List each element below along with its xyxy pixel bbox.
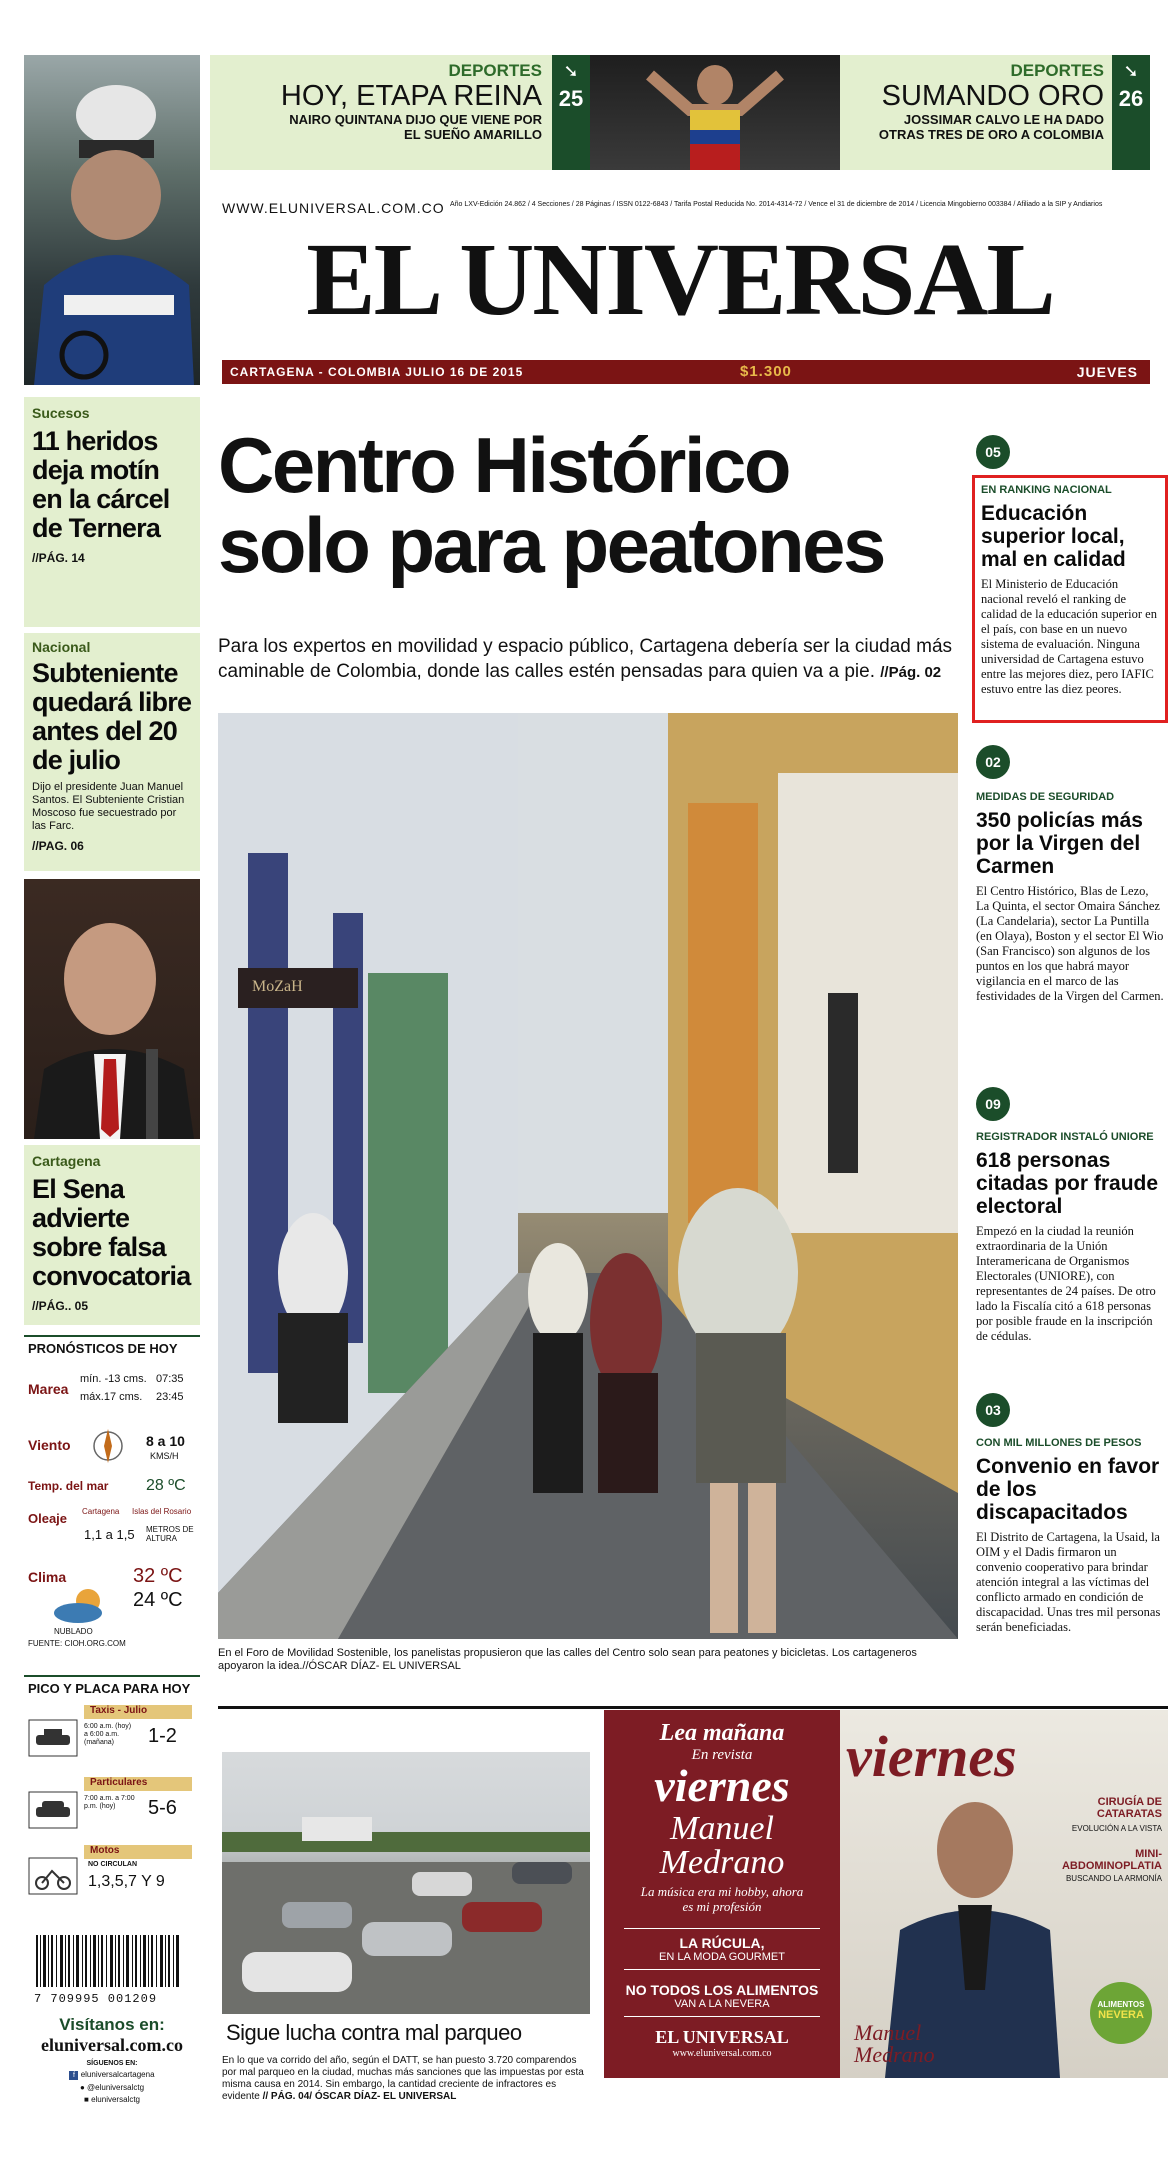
promo-left-title: HOY, ETAPA REINA [280,80,542,112]
highlight-box[interactable] [972,475,1168,723]
pico-placa-box [24,1675,200,1905]
page-ref: //PÁG.. 05 [32,1299,89,1313]
tide-min: mín. -13 cms. [80,1373,147,1385]
story-kicker: REGISTRADOR INSTALÓ UNIORE [976,1131,1154,1143]
magazine-cover [840,1710,1168,2078]
story-headline: Subteniente quedará libre antes del 20 de julio [32,658,192,775]
follow-label: SÍGUENOS EN: [86,2060,138,2067]
facebook-text: eluniversalcartagena [80,2070,155,2079]
story-number-badge: 05 [976,435,1010,469]
ad-person: Manuel Medrano [659,1810,785,1881]
wind-row [28,1421,196,1471]
cloudy-sun-icon [48,1585,112,1625]
climate-label: Clima [28,1569,67,1585]
climate-min: 24 ºC [133,1589,183,1611]
price: $1.300 [740,363,792,380]
pico-particulares [28,1777,196,1837]
viernes-ad[interactable] [604,1710,1168,2078]
right-story-2[interactable] [972,791,1168,1071]
section-label: Cartagena [32,1153,101,1169]
barcode-bars [34,1935,184,1987]
ad-item1: LA RÚCULA, [679,1935,765,1951]
arrow-down-right-icon: ➘ [1123,61,1139,81]
twitter-handle[interactable] [24,2083,200,2092]
story-headline: 618 personas citadas por fraude electoral [976,1149,1159,1218]
promo-banner [210,55,1150,170]
story-kicker: MEDIDAS DE SEGURIDAD [976,791,1115,803]
tide-max-time: 23:45 [156,1391,184,1403]
weekday: JUEVES [1076,364,1138,380]
ad-paper: EL UNIVERSAL [655,2027,789,2047]
story-headline: Educación superior local, mal en calidad [981,502,1126,571]
rail-story-cartagena[interactable] [24,1145,200,1325]
pico-title: PICO Y PLACA PARA HOY [28,1681,191,1696]
street-scene-illustration [218,713,958,1639]
story-number-badge: 09 [976,1087,1010,1121]
bottom-divider [218,1706,1168,1709]
climate-state: NUBLADO [54,1627,93,1636]
story-headline: El Sena advierte sobre falsa convocatoria [32,1174,191,1291]
ad-item2: NO TODOS LOS ALIMENTOS [625,1982,819,1998]
taxis-digits: 1-2 [148,1725,177,1747]
ad-url[interactable]: www.eluniversal.com.co [672,2048,772,2059]
cover-badge [1090,1982,1152,2044]
cover-title: viernes [846,1724,1017,1789]
particulares-digits: 5-6 [148,1797,177,1819]
promo-left[interactable] [210,55,550,170]
page-ref: //PAG. 06 [32,839,84,853]
president-photo [24,879,200,1139]
promo-right-section: DEPORTES [1010,61,1104,80]
right-story-3[interactable] [972,1131,1168,1401]
promo-right-subtitle: JOSSIMAR CALVO LE HA DADO OTRAS TRES DE ORO A COLOMBIA [878,112,1104,142]
parking-photo [222,1752,590,2014]
cover-t2: MINI-ABDOMINOPLATIA [1061,1848,1162,1872]
newspaper-name: EL UNIVERSAL [306,222,1054,337]
story-kicker: EN RANKING NACIONAL [981,484,1112,496]
arrow-down-right-icon: ➘ [563,61,579,81]
cover-badge1: ALIMENTOS [1097,2000,1145,2009]
taxis-time: 6:00 a.m. (hoy) a 6:00 a.m. (mañana) [84,1723,132,1746]
waves-unit: METROS DE ALTURA [146,1525,194,1543]
taxis-label: Taxis - Julio [84,1705,192,1719]
cyclist-illustration [24,55,200,385]
weather-source: FUENTE: CIOH.ORG.COM [28,1639,126,1648]
cover-name: Manuel Medrano [854,2020,935,2067]
motos-label: Motos [84,1845,192,1859]
story-headline: 350 policías más por la Virgen del Carmen [976,809,1143,878]
cyclist-photo [24,55,200,385]
twitter-icon: ● [79,2083,85,2092]
cover-t2b: BUSCANDO LA ARMONÍA [1065,1874,1162,1883]
car-icon [28,1791,78,1829]
promo-left-page-tab[interactable] [552,55,590,170]
instagram-icon: ■ [84,2095,89,2104]
ad-brand: viernes [654,1760,790,1811]
visit-site[interactable]: eluniversal.com.co [41,2035,183,2055]
barcode-number: 7 709995 001209 [34,1992,158,2006]
cover-badge2: NEVERA [1098,2009,1144,2021]
facebook-icon: f [69,2071,78,2080]
compass-icon [88,1421,128,1471]
tide-row [28,1371,196,1411]
portrait-illustration [24,879,200,1139]
story-body: El Distrito de Cartagena, la Usaid, la OIM y el Dadis firmaron un convenio cooperativo para brindar atención integral a las víctimas del conflicto armado en condición de discapacidad. Unas tres mil personas serán beneficiadas. [976,1530,1161,1634]
dateline-bar [222,360,1150,384]
story-number-badge: 03 [976,1393,1010,1427]
bottom-story-body [222,2055,590,2103]
promo-right-page: 26 [1118,86,1144,111]
bottom-story-headline[interactable]: Sigue lucha contra mal parqueo [226,2020,522,2045]
waves-label: Oleaje [28,1511,68,1526]
particulares-label: Particulares [84,1777,192,1791]
story-headline: 11 heridos deja motín en la cárcel de Ternera [32,426,170,543]
waves-row [28,1507,196,1555]
tide-label: Marea [28,1381,69,1397]
masthead-url[interactable]: WWW.ELUNIVERSAL.COM.CO [222,200,445,216]
motos-note: NO CIRCULAN [88,1861,137,1868]
rail-story-sucesos[interactable] [24,397,200,627]
waves-value: 1,1 a 1,5 [84,1527,135,1542]
athlete-photo [590,55,840,170]
waves-loc2: Islas del Rosario [132,1507,192,1516]
story-headline: Convenio en favor de los discapacitados [976,1455,1160,1524]
ad-lead: Lea mañana [659,1720,785,1746]
bottom-story-text: En lo que va corrido del año, según el DATT, se han puesto 3.720 comparendos por mal parqueo en la ciudad, muchas más sanciones que las impuestas por esta misma causa en 2014. Sin embargo, la cantidad creciente de infractores es evidente [222,2055,584,2102]
promo-right-page-tab[interactable] [1112,55,1150,170]
waves-loc1: Cartagena [82,1507,120,1516]
climate-max: 32 ºC [133,1565,183,1587]
dateline: CARTAGENA - COLOMBIA JULIO 16 DE 2015 [230,365,524,379]
promo-right[interactable] [842,55,1112,170]
wind-value: 8 a 10 [146,1433,185,1449]
cover-t1: CIRUGÍA DE CATARATAS [1096,1796,1162,1820]
story-kicker: CON MIL MILLONES DE PESOS [976,1437,1142,1449]
motorcycle-icon [28,1857,78,1895]
bottom-story-credit[interactable]: // PÁG. 04/ ÓSCAR DÍAZ- EL UNIVERSAL [262,2091,457,2102]
right-column [972,425,1168,1715]
weather-title: PRONÓSTICOS DE HOY [28,1341,178,1356]
pico-motos [28,1845,196,1901]
instagram-handle[interactable] [24,2095,200,2104]
promo-left-section: DEPORTES [448,61,542,80]
section-label: Nacional [32,639,91,655]
ad-lead2: En revista [691,1747,753,1763]
parking-lot-illustration [222,1752,590,2014]
main-headline[interactable]: Centro Histórico solo para peatones [218,421,884,589]
ad-left-panel [604,1710,840,2078]
instagram-text: eluniversalctg [91,2095,140,2104]
sea-temp-row [28,1477,196,1499]
promo-right-title: SUMANDO ORO [881,80,1104,112]
story-body: El Ministerio de Educación nacional reveló el ranking de calidad de la educación superior en el país, con base en un nuevo sistema de evaluación. Ninguna universidad de Cartagena estuvo entre las mejores diez, pero IAFIC estuvo entre las diez peores. [981,577,1157,696]
wind-label: Viento [28,1437,71,1453]
wind-unit: KMS/H [150,1451,179,1461]
climate-row [28,1565,196,1655]
left-rail [24,55,200,2110]
story-number-badge: 02 [976,745,1010,779]
visit-label: Visítanos en: [59,2015,165,2034]
right-story-4[interactable] [972,1437,1168,1715]
sea-temp-value: 28 ºC [146,1477,186,1494]
tide-max: máx.17 cms. [80,1391,143,1403]
main-deck-page[interactable]: //Pág. 02 [880,664,942,681]
barcode [34,1935,184,2005]
promo-left-page: 25 [558,86,584,111]
taxi-icon [28,1719,78,1757]
ad-quote: La música era mi hobby, ahora es mi profesión [640,1884,804,1914]
story-body: El Centro Histórico, Blas de Lezo, La Quinta, el sector Omaira Sánchez (La Candelaria), sector La Puntilla (en Olaya), Boston y el sector El Wio (San Francisco) son algunos de los puntos en los que habrá mayor vigilancia en el marco de las festividades de la Virgen del Carmen. [976,884,1164,1003]
tide-min-time: 07:35 [156,1373,184,1385]
cover-t1b: EVOLUCIÓN A LA VISTA [1071,1824,1162,1833]
sea-temp-label: Temp. del mar [28,1479,109,1493]
facebook-handle[interactable] [24,2070,200,2080]
twitter-text: @eluniversalctg [87,2083,145,2092]
story-body: Empezó en la ciudad la reunión extraordinaria de la Unión Interamericana de Organismos Electorales (UNIORE), con representantes de 24 países. De otro lado la Fiscalía citó a 618 personas por posible fraude en la inscripción de cédulas. [976,1224,1156,1343]
section-label: Sucesos [32,405,90,421]
photo-caption: En el Foro de Movilidad Sostenible, los panelistas propusieron que las calles del Centro solo sean para peatones y bicicletas. Los cartageneros apoyaron la idea.//ÓSCAR DÍAZ- EL UNIVERSAL [218,1647,917,1672]
shop-sign: MoZaH [252,978,303,995]
visit-box [24,2015,200,2110]
ad-item2b: VAN A LA NEVERA [674,1998,770,2010]
main-deck [218,634,958,685]
main-deck-text: Para los expertos en movilidad y espacio público, Cartagena debería ser la ciudad más caminable de Colombia, donde las calles estén pensadas para quien va a pie. [218,636,953,682]
rail-story-nacional[interactable] [24,633,200,871]
pico-taxis [28,1705,196,1769]
particulares-time: 7:00 a.m. a 7:00 p.m. (hoy) [84,1795,135,1810]
weather-box [24,1335,200,1665]
athlete-illustration [590,55,840,170]
main-photo [218,713,958,1639]
story-body: Dijo el presidente Juan Manuel Santos. El Subteniente Cristian Moscoso fue secuestrado por las Farc. [32,781,185,832]
ad-item1b: EN LA MODA GOURMET [659,1951,785,1963]
promo-left-subtitle: NAIRO QUINTANA DIJO QUE VIENE POR EL SUEÑO AMARILLO [289,112,542,142]
motos-digits: 1,3,5,7 Y 9 [88,1873,165,1890]
page-ref: //PÁG. 14 [32,551,85,565]
masthead-meta: Año LXV-Edición 24.862 / 4 Secciones / 28 Páginas / ISSN 0122-6843 / Tarifa Postal Reducida No. 2014-4314-72 / Vence el 31 de diciembre de 2014 / Licencia Mingobierno 003384 / Afiliado a la SIP y Andiarios [450,201,1103,208]
